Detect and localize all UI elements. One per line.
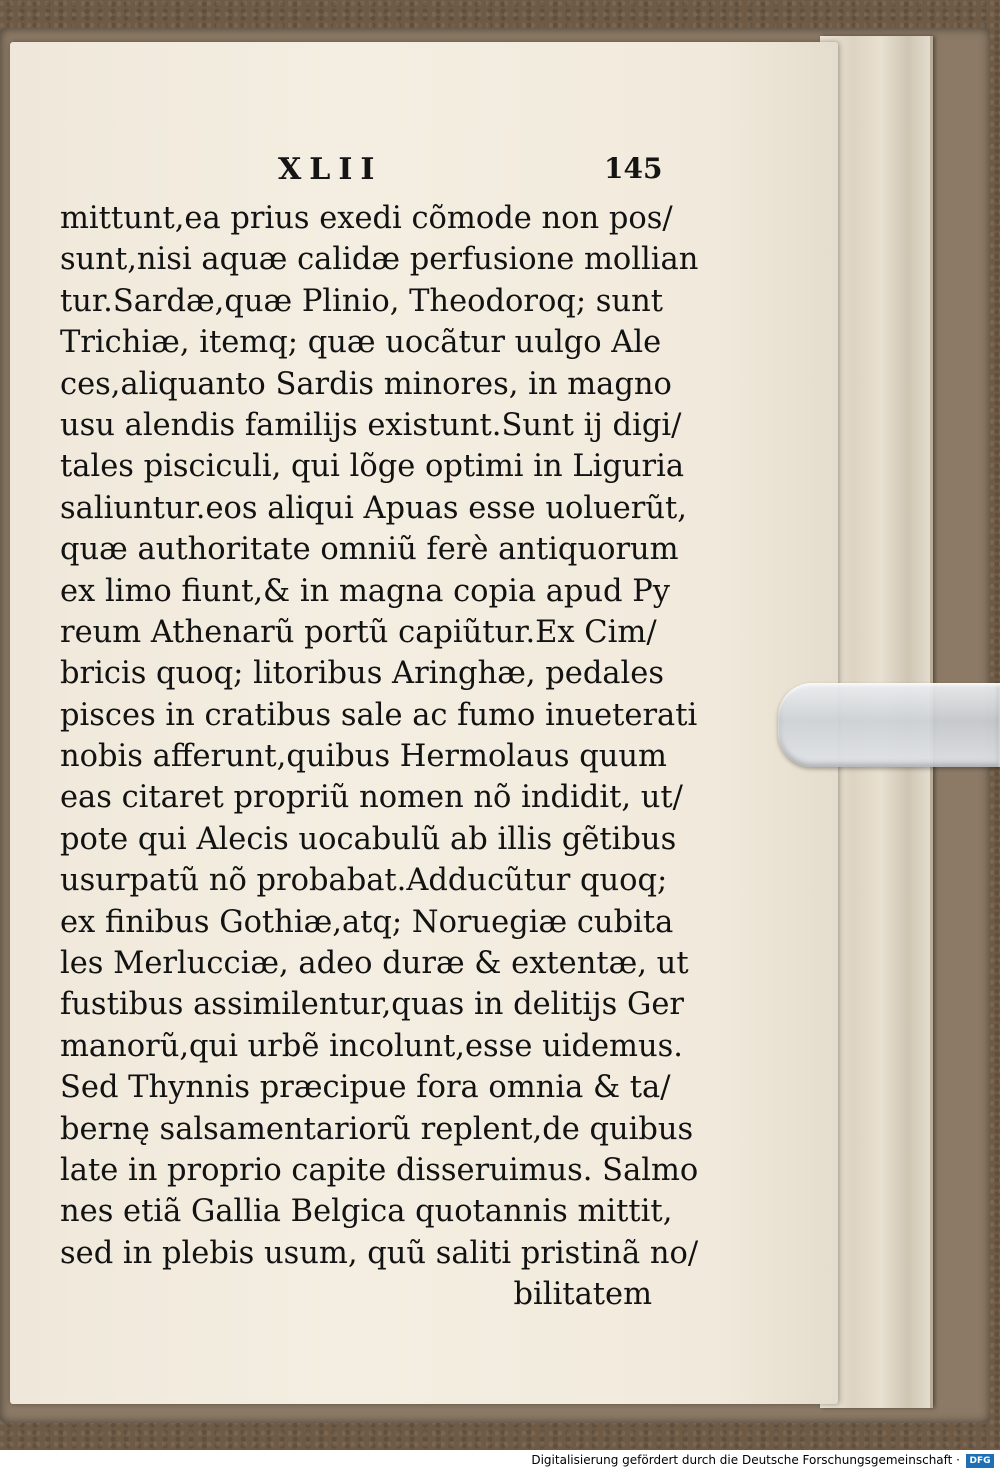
funding-credit: Digitalisierung gefördert durch die Deutsche Forschungsgemeinschaft · — [531, 1453, 960, 1467]
text-line: bernę salsamentariorũ replent,de quibus — [60, 1111, 694, 1147]
text-line: reum Athenarũ portũ capiũtur.Ex Cim/ — [60, 614, 657, 650]
text-line: fustibus assimilentur,quas in delitijs Ger — [60, 987, 684, 1023]
text-line: sunt,nisi aquæ calidæ perfusione mollian — [60, 242, 699, 278]
text-line: quæ authoritate omniũ ferè antiquorum — [60, 532, 679, 568]
text-line: manorũ,qui urbẽ incolunt,esse uidemus. — [60, 1028, 683, 1064]
text-line: pote qui Alecis uocabulũ ab illis gẽtibus — [60, 821, 677, 857]
text-line: pisces in cratibus sale ac fumo inueterati — [60, 697, 698, 733]
text-line: nes etiã Gallia Belgica quotannis mittit, — [60, 1194, 673, 1230]
text-line: ex limo fiunt,& in magna copia apud Py — [60, 573, 671, 609]
running-head: XLII — [278, 152, 383, 187]
text-line: usu alendis familijs existunt.Sunt ij digi/ — [60, 407, 682, 443]
text-line: late in proprio capite disseruimus. Salmo — [60, 1152, 699, 1188]
text-line: usurpatũ nõ probabat.Adducũtur quoq; — [60, 863, 668, 899]
text-line: eas citaret propriũ nomen nõ indidit, ut/ — [60, 780, 683, 816]
text-line: nobis afferunt,quibus Hermolaus quum — [60, 739, 667, 775]
text-line: saliuntur.eos aliqui Apuas esse uoluerũt, — [60, 490, 687, 526]
text-line: ex finibus Gothiæ,atq; Noruegiæ cubita — [60, 904, 674, 940]
text-line: sed in plebis usum, quũ saliti pristinã no/ — [60, 1235, 699, 1271]
text-line: bricis quoq; litoribus Aringhæ, pedales — [60, 656, 665, 692]
digitization-footer — [0, 1450, 1000, 1473]
text-line: ces,aliquanto Sardis minores, in magno — [60, 366, 672, 402]
dfg-logo: DFG — [966, 1454, 994, 1468]
text-line: Trichiæ, itemq; quæ uocãtur uulgo Ale — [60, 325, 662, 361]
text-line: les Merlucciæ, adeo duræ & extentæ, ut — [60, 946, 689, 982]
text-line: bilitatem — [513, 1277, 652, 1313]
text-line: Sed Thynnis præcipue fora omnia & ta/ — [60, 1070, 671, 1106]
page-header — [60, 152, 663, 192]
body-text — [60, 198, 699, 1316]
page-clip — [778, 683, 1000, 767]
text-line: mittunt,ea prius exedi cõmode non pos/ — [60, 201, 673, 236]
text-line: tur.Sardæ,quæ Plinio, Theodoroq; sunt — [60, 283, 664, 319]
page-number: 145 — [604, 152, 663, 185]
text-line: tales pisciculi, qui lõge optimi in Liguria — [60, 449, 685, 485]
